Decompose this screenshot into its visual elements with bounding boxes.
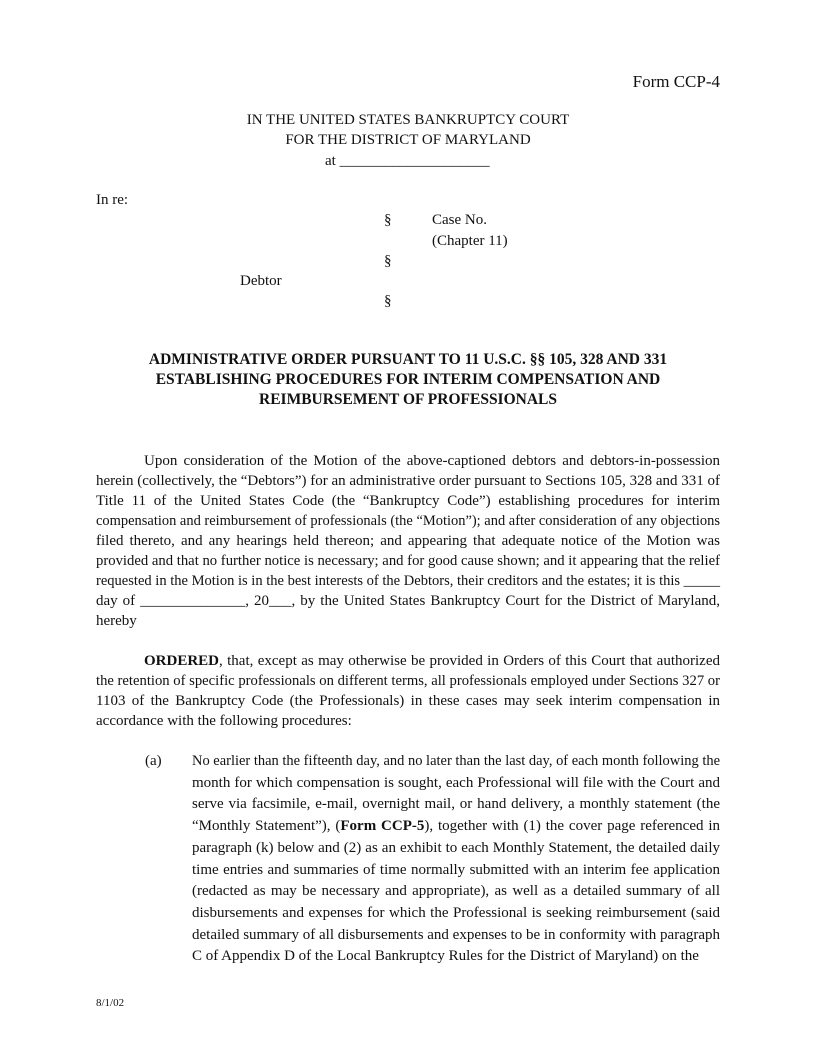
chapter-label: (Chapter 11)	[432, 233, 508, 249]
text-span: Upon consideration of the Motion of the above-captioned debtors and debtors-in-possession	[144, 453, 720, 469]
text-span: Title 11 of the United States Code (the “Bankruptcy Code”) establishing procedures for interim	[96, 493, 720, 509]
text-line	[96, 471, 720, 491]
text-span: filed thereto, and any hearings held thereon; and appearing that adequate notice of the Motion was	[96, 533, 720, 549]
text-line	[192, 860, 720, 880]
line-content	[96, 511, 720, 531]
text-span: the retention of specific professionals on different terms, all professionals employed under Sections 327 or	[96, 673, 720, 689]
text-line	[144, 451, 720, 471]
text-line	[192, 794, 720, 814]
text-line	[96, 551, 720, 571]
text-span: ), together with (1) the cover page referenced in	[424, 818, 720, 835]
text-line	[192, 751, 720, 771]
line-content	[192, 816, 720, 836]
text-span: paragraph (k) below and (2) as an exhibit to each Monthly Statement, the detailed daily	[192, 839, 720, 856]
text-span: requested in the Motion is in the best interests of the Debtors, their creditors and the estates; it is this _____	[96, 573, 720, 589]
court-location: at ____________________	[325, 153, 490, 169]
line-content	[192, 794, 720, 814]
text-span: accordance with the following procedures:	[96, 713, 352, 729]
line-content	[96, 711, 352, 731]
text-line	[96, 491, 720, 511]
text-span: provided and that no further notice is necessary; and for good cause shown; and it appearing that the relief	[96, 553, 720, 569]
text-span: No earlier than the fifteenth day, and no later than the last day, of each month following the	[192, 753, 720, 769]
court-district: FOR THE DISTRICT OF MARYLAND	[285, 132, 531, 148]
bold-text: ORDERED	[144, 653, 220, 669]
bold-text: Form CCP-5	[340, 818, 425, 835]
text-span: compensation and reimbursement of professionals (the “Motion”); and after consideration of any objections	[96, 513, 720, 529]
line-content	[96, 671, 720, 691]
text-line	[96, 531, 720, 551]
text-line	[96, 691, 720, 711]
section-symbol: §	[384, 293, 392, 309]
text-line	[96, 591, 720, 611]
text-span: C of Appendix D of the Local Bankruptcy Rules for the District of Maryland) on the	[192, 948, 699, 965]
line-content	[192, 881, 720, 901]
footer-date: 8/1/02	[96, 997, 125, 1009]
text-line	[96, 511, 720, 531]
text-line	[96, 611, 720, 631]
line-content	[96, 691, 720, 711]
text-line	[96, 711, 720, 731]
line-content	[192, 903, 720, 923]
line-content	[192, 860, 720, 880]
text-line	[192, 838, 720, 858]
text-span: hereby	[96, 613, 137, 629]
text-span: detailed summary of all disbursements and expenses to be in conformity with paragraph	[192, 926, 720, 943]
text-line	[192, 816, 720, 836]
text-line	[192, 925, 720, 945]
line-content	[96, 551, 720, 571]
line-content	[192, 751, 720, 771]
text-line	[192, 946, 720, 966]
section-symbol: §	[384, 253, 392, 269]
in-re-label: In re:	[96, 192, 129, 208]
item-label: (a)	[145, 753, 162, 769]
text-line	[96, 571, 720, 591]
text-span: (redacted as may be necessary and appropriate), as well as a detailed summary of all	[192, 883, 720, 900]
form-label: Form CCP-4	[632, 72, 720, 91]
line-content	[96, 591, 720, 611]
text-line	[96, 671, 720, 691]
text-span: “Monthly Statement”), (	[192, 818, 341, 835]
text-span: day of ______________, 20___, by the United States Bankruptcy Court for the District of Maryland,	[96, 593, 720, 609]
line-content	[144, 451, 720, 471]
section-symbol: §	[384, 212, 392, 228]
text-line	[192, 903, 720, 923]
line-content	[192, 946, 699, 966]
text-span: disbursements and expenses for which the Professional is seeking reimbursement (said	[192, 904, 720, 921]
text-line	[192, 773, 720, 793]
text-span: herein (collectively, the “Debtors”) for an administrative order pursuant to Sections 105, 328 and 331 of	[96, 473, 720, 489]
order-title-line: REIMBURSEMENT OF PROFESSIONALS	[259, 391, 557, 408]
court-name: IN THE UNITED STATES BANKRUPTCY COURT	[246, 112, 570, 128]
line-content	[96, 471, 720, 491]
line-content	[192, 925, 720, 945]
line-content	[144, 651, 720, 671]
text-line	[192, 881, 720, 901]
debtor-label: Debtor	[240, 273, 282, 289]
text-span: month for which compensation is sought, each Professional will file with the Court and	[192, 774, 720, 791]
text-span: serve via facsimile, e-mail, overnight mail, or hand delivery, a monthly statement (the	[192, 796, 720, 813]
line-content	[192, 773, 720, 793]
line-content	[96, 571, 720, 591]
text-span: , that, except as may otherwise be provided in Orders of this Court that authorized	[219, 653, 720, 669]
line-content	[96, 531, 720, 551]
case-number-label: Case No.	[432, 212, 487, 228]
line-content	[192, 838, 720, 858]
order-title-line: ESTABLISHING PROCEDURES FOR INTERIM COMPENSATION AND	[155, 371, 661, 388]
text-span: time entries and summaries of time normally submitted with an interim fee application	[192, 861, 720, 878]
line-content	[96, 611, 137, 631]
order-title-line: ADMINISTRATIVE ORDER PURSUANT TO 11 U.S.C. §§ 105, 328 AND 331	[148, 351, 668, 368]
text-line	[144, 651, 720, 671]
line-content	[96, 491, 720, 511]
text-span: 1103 of the Bankruptcy Code (the Professionals) in these cases may seek interim compensation in	[96, 693, 720, 709]
